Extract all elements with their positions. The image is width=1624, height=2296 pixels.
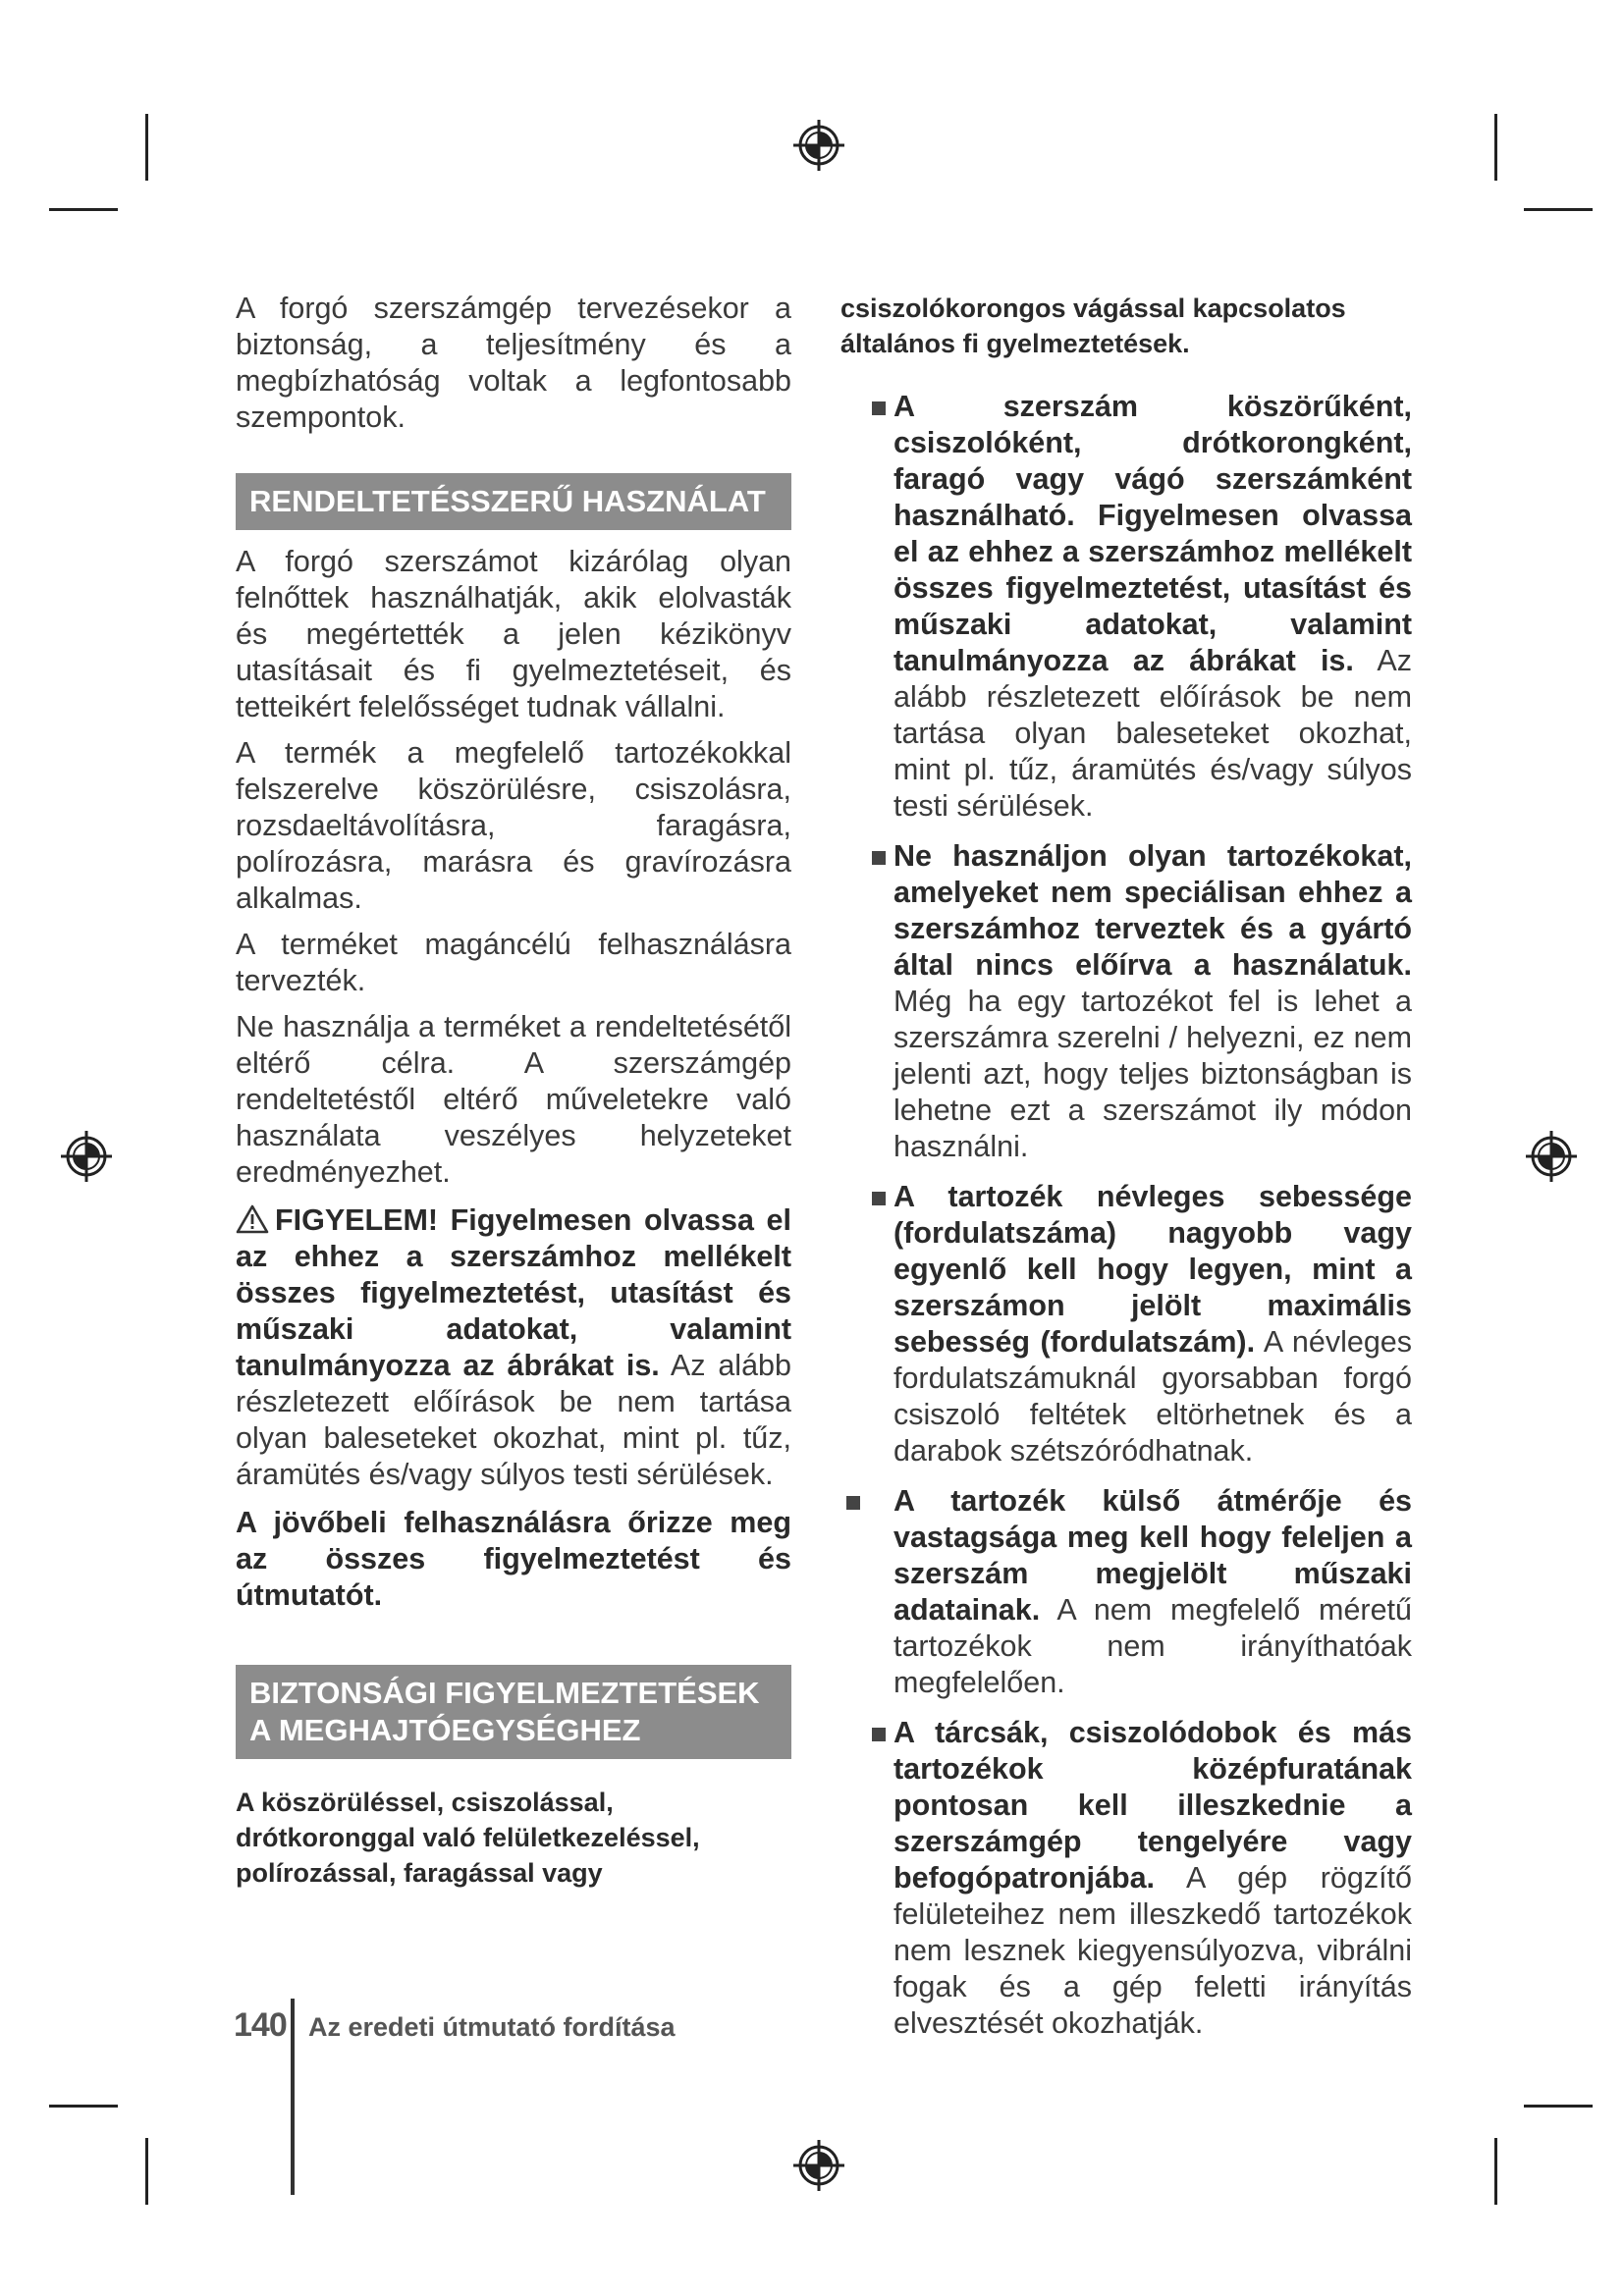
list-item-text: A névleges fordulatszámuknál gyorsabban forgó csiszoló feltétek eltörhetnek és a darabok szétszóródhatnak. bbox=[893, 1325, 1413, 1468]
bullet-square-icon bbox=[872, 851, 886, 865]
crop-mark bbox=[145, 2138, 148, 2205]
bullet-square-icon bbox=[872, 1728, 886, 1741]
registration-mark-icon bbox=[791, 118, 846, 173]
list-item-text: Az alább részletezett előírások be nem tartása olyan baleseteket okozhat, mint pl. tűz, áramütés és/vagy súlyos testi sérülések. bbox=[893, 644, 1412, 823]
warning-list bbox=[840, 389, 1412, 2042]
list-item-bold: A tárcsák, csiszolódobok és más tartozékok középfuratának pontosan kell illeszkednie a szerszámgép tengelyére vagy befogópatronjába. bbox=[893, 1716, 1412, 1895]
paragraph: Ne használja a terméket a rendeltetésétől eltérő célra. A szerszámgép rendeltetéstől eltérő műveletekre való használata veszélyes helyzeteket eredményezhet. bbox=[236, 1010, 791, 1189]
section-heading-line: A MEGHAJTÓEGYSÉGHEZ bbox=[249, 1713, 641, 1747]
crop-mark bbox=[49, 2105, 118, 2108]
footer-title: Az eredeti útmutató fordítása bbox=[308, 2012, 676, 2042]
subheading: A köszörüléssel, csiszolással, drótkoronggal való felületkezeléssel, polírozással, faragással vagy bbox=[236, 1788, 700, 1888]
crop-mark bbox=[1524, 2105, 1593, 2108]
section-heading-line: BIZTONSÁGI FIGYELMEZTETÉSEK bbox=[249, 1676, 760, 1710]
warning-text: Az alább részletezett előírások be nem tartása olyan baleseteket okozhat, mint pl. tűz, áramütés és/vagy súlyos testi sérülések. bbox=[236, 1349, 791, 1491]
registration-mark-icon bbox=[791, 2138, 846, 2193]
crop-mark bbox=[49, 208, 118, 211]
crop-mark bbox=[1494, 114, 1497, 181]
bullet-square-icon bbox=[846, 1496, 860, 1510]
list-item bbox=[840, 1483, 1412, 1701]
page-number: 140 bbox=[234, 2006, 287, 2044]
registration-mark-icon bbox=[59, 1129, 114, 1184]
warning-bold-text: FIGYELEM! Figyelmesen olvassa el az ehhez a szerszámhoz mellékelt összes figyelmeztetést, utasítást és műszaki adatokat, valamint tanulmányozza az ábrákat is. bbox=[236, 1203, 791, 1382]
right-column bbox=[840, 291, 1412, 2056]
list-item bbox=[840, 838, 1412, 1165]
list-item-text: A gép rögzítő felületeihez nem illeszkedő tartozékok nem lesznek kiegyensúlyozva, vibrálni fogak és a gép feletti irányítás elvesztését okozhatják. bbox=[893, 1861, 1412, 2040]
paragraph: A forgó szerszámot kizárólag olyan felnőttek használhatják, akik elolvasták és megértették a jelen kézikönyv utasításait és fi gyelmeztetéseit, és tetteikért felelősséget tudnak vállalni. bbox=[236, 545, 791, 723]
intro-paragraph: A forgó szerszámgép tervezésekor a biztonság, a teljesítmény és a megbízhatóság voltak a legfontosabb szempontok. bbox=[236, 292, 791, 434]
list-item-text: A nem megfelelő méretű tartozékok nem irányíthatóak megfelelően. bbox=[893, 1593, 1412, 1699]
bullet-square-icon bbox=[872, 1192, 886, 1205]
list-item-bold: A tartozék névleges sebessége (fordulatszáma) nagyobb vagy egyenlő kell hogy legyen, mint a szerszámon jelölt maximális sebesség (fordulatszám). bbox=[893, 1180, 1412, 1359]
subheading-continued: csiszolókorongos vágással kapcsolatos általános fi gyelmeztetések. bbox=[840, 294, 1346, 358]
warning-paragraph bbox=[236, 1202, 791, 1493]
list-item-text: Még ha egy tartozékot fel is lehet a szerszámra szerelni / helyezni, ez nem jelenti azt, hogy teljes biztonságban is lehetne ezt a szerszámot ily módon használni. bbox=[893, 985, 1412, 1163]
list-item-bold: A tartozék külső átmérője és vastagsága meg kell hogy feleljen a szerszám megjelölt műszaki adatainak. bbox=[893, 1484, 1412, 1627]
paragraph: A terméket magáncélú felhasználásra tervezték. bbox=[236, 928, 791, 997]
list-item bbox=[840, 1715, 1412, 2042]
crop-mark bbox=[1524, 208, 1593, 211]
keep-instructions-notice: A jövőbeli felhasználásra őrizze meg az összes figyelmeztetést és útmutatót. bbox=[236, 1506, 791, 1612]
paragraph: A termék a megfelelő tartozékokkal felszerelve köszörülésre, csiszolásra, rozsdaeltávolításra, faragásra, polírozásra, marásra és gravírozásra alkalmas. bbox=[236, 736, 791, 915]
list-item-bold: Ne használjon olyan tartozékokat, amelyeket nem speciálisan ehhez a szerszámhoz terveztek és a gyártó által nincs előírva a használatuk. bbox=[893, 839, 1412, 982]
list-item bbox=[840, 389, 1412, 825]
registration-mark-icon bbox=[1524, 1129, 1579, 1184]
section-heading-intended-use: RENDELTETÉSSZERŰ HASZNÁLAT bbox=[236, 473, 791, 530]
crop-mark bbox=[1494, 2138, 1497, 2205]
warning-triangle-icon bbox=[236, 1204, 269, 1234]
list-item-bold: A szerszám köszörűként, csiszolóként, drótkorongként, faragó vagy vágó szerszámként használható. Figyelmesen olvassa el az ehhez a szerszámhoz mellékelt összes figyelmeztetést, utasítást és műszaki adatokat, valamint tanulmányozza az ábrákat is. bbox=[893, 390, 1412, 677]
list-item bbox=[840, 1179, 1412, 1469]
crop-mark bbox=[145, 114, 148, 181]
left-column bbox=[236, 291, 791, 1891]
bullet-square-icon bbox=[872, 401, 886, 415]
section-heading-safety-warnings bbox=[236, 1665, 791, 1759]
footer-divider bbox=[291, 1999, 295, 2195]
